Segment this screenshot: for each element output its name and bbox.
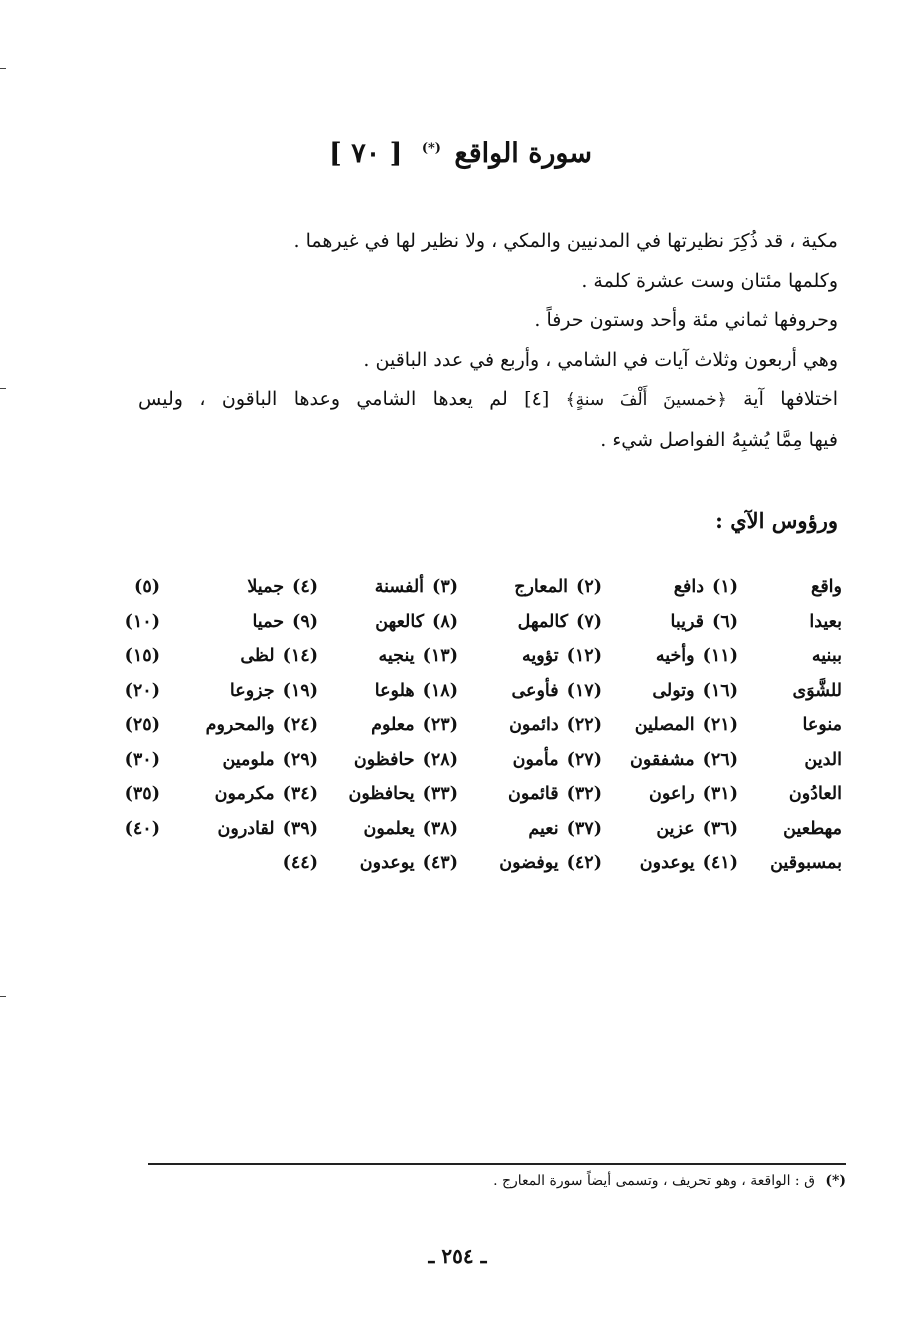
verse-word: ألفسنة bbox=[374, 577, 425, 597]
verse-word: مشفقون bbox=[630, 749, 695, 770]
verse-word: بمسبوقين bbox=[770, 853, 842, 873]
verse-word: العادُون bbox=[788, 784, 842, 804]
intro-paragraph bbox=[138, 222, 838, 460]
page-number: ـ ٢٥٤ ـ bbox=[428, 1244, 487, 1268]
verse-word: كالعهن bbox=[375, 611, 425, 632]
verse-word: راعون bbox=[648, 784, 695, 804]
verse-number: (٢٥) bbox=[124, 715, 160, 735]
verse-number: (١٥) bbox=[124, 646, 160, 666]
verse-number: (١٢) bbox=[566, 646, 602, 666]
footnote-mark: (*) bbox=[825, 1173, 846, 1189]
verse-word: دائمون bbox=[509, 715, 559, 735]
verse-number: (١١) bbox=[702, 646, 738, 666]
intro-line: وكلمها مئتان وست عشرة كلمة . bbox=[581, 269, 838, 292]
verse-cell bbox=[528, 819, 602, 839]
verse-word: تؤويه bbox=[522, 646, 559, 666]
intro-line: وحروفها ثماني مئة وأحد وستون حرفاً . bbox=[534, 309, 838, 331]
surah-title-text: سورة الواقع bbox=[454, 138, 592, 169]
verse-cell bbox=[509, 715, 602, 735]
verse-number: (٢٦) bbox=[702, 749, 738, 770]
verse-cell bbox=[811, 577, 842, 597]
verse-cell bbox=[126, 577, 160, 597]
verse-cell bbox=[349, 784, 459, 804]
verse-number: (١٠) bbox=[124, 611, 160, 632]
verse-row bbox=[124, 749, 842, 785]
verse-word: جميلا bbox=[247, 577, 285, 597]
verse-number: (٤٤) bbox=[282, 853, 318, 873]
verse-cell bbox=[252, 612, 318, 632]
verse-cell bbox=[803, 715, 842, 735]
verse-cell bbox=[371, 715, 458, 735]
verse-cell bbox=[809, 612, 842, 632]
verse-cell bbox=[649, 784, 738, 804]
scan-edge-mark bbox=[0, 68, 6, 69]
verse-word: منوعا bbox=[802, 715, 842, 735]
verse-cell bbox=[375, 612, 458, 632]
verse-word: دافع bbox=[673, 577, 705, 597]
verse-number: (٢٧) bbox=[566, 749, 602, 770]
verse-word: مأمون bbox=[512, 749, 559, 770]
verse-cell bbox=[117, 819, 160, 839]
verse-cell bbox=[518, 612, 602, 632]
verse-cell bbox=[215, 784, 318, 804]
verse-number: (١٩) bbox=[282, 680, 318, 701]
verse-word: يوفضون bbox=[499, 853, 559, 873]
verse-cell bbox=[522, 646, 602, 666]
verse-row bbox=[130, 577, 842, 612]
intro-line: مكية ، قد ذُكِرَ نظيرتها في المدنيين والمكي ، ولا نظير لها في غيرهما . bbox=[293, 230, 838, 252]
verse-cell bbox=[354, 750, 458, 770]
verse-word: المعارج bbox=[514, 577, 569, 597]
verse-word: نعيم bbox=[528, 818, 559, 839]
verse-cell bbox=[640, 853, 738, 873]
quran-quote: ﴿خمسينَ أَلْفَ سنةٍ﴾ bbox=[565, 390, 727, 410]
verse-cell bbox=[117, 750, 160, 770]
verse-number: (٣٨) bbox=[422, 818, 458, 839]
verse-number: (٣١) bbox=[702, 784, 738, 804]
verse-number: (١) bbox=[712, 577, 738, 597]
verse-cell bbox=[117, 646, 160, 666]
verse-number: (٢١) bbox=[702, 715, 738, 735]
verse-number: (١٨) bbox=[422, 680, 458, 701]
verse-number: (١٤) bbox=[282, 646, 318, 666]
verse-number: (٤١) bbox=[702, 853, 738, 873]
verse-word: بعيدا bbox=[809, 611, 842, 632]
verse-cell bbox=[783, 819, 842, 839]
verse-word: حميا bbox=[252, 611, 285, 632]
verse-number: (٣٦) bbox=[702, 818, 738, 839]
verse-word: مكرمون bbox=[214, 784, 275, 804]
verse-word: يحافظون bbox=[348, 784, 415, 804]
verse-number: (٣٧) bbox=[566, 818, 602, 839]
verse-cell bbox=[117, 784, 160, 804]
verse-word: يعلمون bbox=[363, 818, 415, 839]
scan-edge-mark bbox=[0, 996, 6, 997]
verse-word: هلوعا bbox=[374, 680, 415, 701]
footnote-text: ق : الواقعة ، وهو تحريف ، وتسمى أيضاً سورة المعارج . bbox=[493, 1173, 815, 1189]
verse-number: (٢٢) bbox=[566, 715, 602, 735]
verse-cell bbox=[671, 612, 738, 632]
verse-endings-list bbox=[124, 577, 842, 888]
verse-number: (٤٣) bbox=[422, 853, 458, 873]
verse-word: ملومين bbox=[222, 749, 275, 770]
intro-difference-line bbox=[138, 380, 838, 421]
verse-number: (٢٤) bbox=[282, 715, 318, 735]
verse-cell bbox=[656, 819, 738, 839]
difference-prefix: اختلافها آية bbox=[743, 388, 838, 410]
verse-number: (٤) bbox=[292, 577, 318, 597]
verse-cell bbox=[222, 750, 318, 770]
verse-cell bbox=[499, 853, 602, 873]
verse-word: كالمهل bbox=[517, 611, 569, 632]
verse-row bbox=[124, 646, 842, 681]
verse-cell bbox=[511, 681, 602, 701]
verse-cell bbox=[804, 750, 842, 770]
verse-number: (٢٨) bbox=[422, 749, 458, 770]
verse-number: (٣) bbox=[432, 577, 458, 597]
verse-cell bbox=[117, 612, 160, 632]
verse-number: (٦) bbox=[712, 611, 738, 632]
verse-row bbox=[124, 784, 842, 819]
verse-number: (٣٠) bbox=[124, 749, 160, 770]
verse-number: (٣٢) bbox=[566, 784, 602, 804]
verse-cell bbox=[275, 853, 318, 873]
verse-cell bbox=[793, 681, 842, 701]
verse-word: قائمون bbox=[508, 784, 559, 804]
verse-word: معلوم bbox=[371, 715, 415, 735]
verse-word: يوعدون bbox=[639, 853, 695, 873]
verse-number: (١٧) bbox=[566, 680, 602, 701]
verse-number: (٩) bbox=[292, 611, 318, 632]
verse-cell bbox=[218, 819, 318, 839]
verse-word: عزين bbox=[656, 818, 695, 839]
verse-cell bbox=[508, 784, 602, 804]
verse-word: لقادرون bbox=[217, 818, 275, 839]
verse-word: يوعدون bbox=[359, 853, 415, 873]
scan-edge-mark bbox=[0, 388, 6, 389]
title-footnote-mark: (*) bbox=[421, 141, 441, 156]
verse-cell bbox=[240, 646, 318, 666]
verse-cell bbox=[513, 750, 602, 770]
verse-word: لظى bbox=[240, 646, 275, 666]
verse-row bbox=[124, 715, 842, 750]
verse-cell bbox=[674, 577, 738, 597]
verse-cell bbox=[379, 646, 459, 666]
surah-number: [ ٧٠ ] bbox=[329, 138, 403, 169]
verse-word: واقع bbox=[811, 577, 842, 597]
verse-word: مهطعين bbox=[783, 818, 842, 839]
verse-number: (٥) bbox=[134, 577, 160, 597]
verse-word: للشَّوَى bbox=[792, 680, 842, 701]
verse-endings-heading: ورؤوس الآي : bbox=[715, 508, 838, 533]
verse-number: (٣٣) bbox=[422, 784, 458, 804]
verse-number: (٢٠) bbox=[124, 680, 160, 701]
verse-cell bbox=[360, 853, 458, 873]
verse-word: ينجيه bbox=[378, 646, 415, 666]
verse-cell bbox=[247, 577, 318, 597]
verse-number: (٣٥) bbox=[124, 784, 160, 804]
verse-word: فأوعى bbox=[511, 680, 559, 701]
difference-suffix: لم يعدها الشامي وعدها الباقون ، وليس bbox=[138, 388, 508, 410]
footnote bbox=[148, 1173, 846, 1189]
verse-row bbox=[124, 611, 842, 647]
verse-word: وأخيه bbox=[655, 646, 695, 666]
verse-cell bbox=[117, 681, 160, 701]
verse-word: الدين bbox=[804, 749, 842, 770]
verse-number: (٢٩) bbox=[282, 749, 318, 770]
verse-word: حافظون bbox=[353, 749, 415, 770]
verse-cell bbox=[117, 715, 160, 735]
verse-word: وتولى bbox=[652, 680, 695, 701]
verse-number: (٢٣) bbox=[422, 715, 458, 735]
surah-title bbox=[0, 138, 915, 169]
verse-number: (٢) bbox=[576, 577, 602, 597]
verse-number: (٣٤) bbox=[282, 784, 318, 804]
verse-cell bbox=[375, 681, 458, 701]
verse-number: (٤٢) bbox=[566, 853, 602, 873]
verse-row bbox=[124, 818, 842, 854]
verse-number: (١٦) bbox=[702, 680, 738, 701]
verse-row bbox=[130, 853, 842, 888]
intro-line: وهي أربعون وثلاث آيات في الشامي ، وأربع في عدد الباقين . bbox=[363, 348, 838, 371]
verse-cell bbox=[375, 577, 458, 597]
footnote-divider bbox=[148, 1163, 846, 1165]
verse-number: (١٣) bbox=[422, 646, 458, 666]
intro-line: فيها مِمَّا يُشبِهُ الفواصل شيء . bbox=[600, 428, 838, 451]
verse-cell bbox=[770, 853, 842, 873]
verse-word: المصلين bbox=[634, 715, 695, 735]
verse-cell bbox=[630, 750, 738, 770]
verse-cell bbox=[635, 715, 738, 735]
verse-cell bbox=[789, 784, 842, 804]
verse-word: ببنيه bbox=[811, 646, 842, 666]
verse-number: (٧) bbox=[576, 611, 602, 632]
verse-cell bbox=[652, 681, 738, 701]
verse-word: جزوعا bbox=[229, 680, 275, 701]
verse-number: (٣٩) bbox=[282, 818, 318, 839]
verse-cell bbox=[514, 577, 602, 597]
verse-cell bbox=[812, 646, 842, 666]
verse-number: (٨) bbox=[432, 611, 458, 632]
verse-row bbox=[124, 680, 842, 716]
verse-cell bbox=[230, 681, 318, 701]
verse-cell bbox=[206, 715, 318, 735]
verse-cell bbox=[364, 819, 459, 839]
verse-reference: [٤] bbox=[524, 388, 550, 410]
verse-word: والمحروم bbox=[205, 715, 275, 735]
verse-cell bbox=[656, 646, 738, 666]
verse-number: (٤٠) bbox=[124, 818, 160, 839]
verse-word: قريبا bbox=[670, 611, 705, 632]
